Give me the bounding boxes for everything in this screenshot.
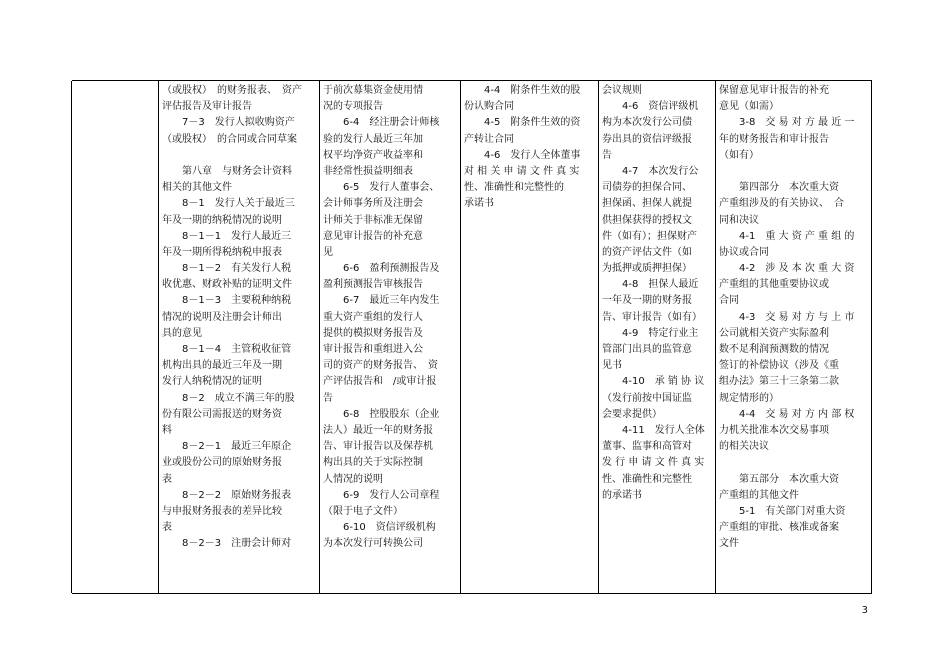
text-line: 相关的其他文件	[162, 182, 232, 194]
page-number: 3	[861, 605, 868, 616]
text-line: 4-11 发行人全体	[602, 424, 705, 436]
text-line	[162, 148, 316, 164]
text-line: 司债券的担保合同、	[602, 182, 692, 194]
text-line: 6-10 资信评级机构	[323, 522, 436, 534]
text-line: 承诺书	[464, 198, 494, 210]
text-line: 提供的模拟财务报告及	[323, 327, 423, 339]
text-line: 权平均净资产收益率和	[323, 149, 423, 161]
text-line: 会要求提供）	[602, 408, 662, 420]
text-line: 8－1－4 主管税收征管	[162, 344, 292, 355]
column-divider	[460, 81, 461, 593]
text-line: 8－1 发行人关于最近三	[162, 198, 295, 210]
text-line: 保留意见审计报告的补充	[719, 85, 829, 96]
text-line: 4-5 附条件生效的资	[464, 117, 581, 129]
text-line: 6-7 最近三年内发生	[323, 295, 440, 307]
text-line	[719, 455, 869, 471]
text-line: 为抵押或质押担保）	[602, 263, 692, 275]
text-line: 4-6 资信评级机	[602, 101, 699, 113]
text-line: （或股权） 的财务报表、 资产	[162, 85, 302, 96]
text-line: 料	[162, 424, 172, 436]
table-column-4	[464, 83, 595, 593]
text-line: 见	[323, 246, 333, 258]
text-line: 4-2 涉 及 本 次 重 大 资	[719, 263, 855, 275]
column-divider	[71, 81, 72, 593]
table-column-6	[719, 83, 869, 593]
text-line: 年及一期的纳税情况的说明	[162, 214, 282, 226]
column-divider	[598, 81, 599, 593]
text-line: 司的资产的财务报告、 资	[323, 360, 438, 372]
text-line: 协议或合同	[719, 246, 769, 258]
text-line: 4-6 发行人全体董事	[464, 149, 581, 161]
text-line: 盈利预测报告审核报告	[323, 279, 423, 291]
text-line: 意见（如需）	[719, 101, 779, 113]
text-line: 4-4 交 易 对 方 内 部 权	[719, 408, 855, 420]
text-line: 的承诺书	[602, 489, 642, 501]
text-line: 发行人纳税情况的证明	[162, 376, 262, 388]
text-line: 8－1－1 发行人最近三	[162, 230, 292, 242]
text-line: 年及一期所得税纳税申报表	[162, 246, 282, 258]
text-line: 4-7 本次发行公	[602, 165, 699, 177]
text-line: 4-4 附条件生效的股	[464, 85, 581, 96]
text-line: 对 相 关 申 请 文 件 真 实	[464, 165, 580, 177]
text-line: 人情况的说明	[323, 473, 383, 485]
text-line: 8－1－3 主要税种纳税	[162, 295, 292, 307]
text-line: 管部门出具的监管意	[602, 344, 692, 355]
text-line: 年的财务报告和审计报告	[719, 133, 829, 145]
text-line: 与申报财务报表的差异比较	[162, 505, 282, 517]
text-line: 产重组涉及的有关协议、 合	[719, 198, 844, 210]
text-line: 公司就相关资产实际盈利	[719, 327, 829, 339]
text-line: 8－2－1 最近三年原企	[162, 441, 292, 453]
text-line: 5-1 有关部门对重大资	[719, 505, 846, 517]
text-line: 业或股份公司的原始财务报	[162, 457, 282, 469]
text-line: 非经常性损益明细表	[323, 165, 413, 177]
text-line: 6-8 控股股东（企业	[323, 408, 440, 420]
text-line: 发 行 申 请 文 件 真 实	[602, 457, 705, 469]
text-line: 性、准确性和完整性	[602, 473, 692, 485]
text-line: 规定情形的）	[719, 392, 779, 404]
text-line: 于前次募集资金使用情	[323, 85, 423, 96]
column-divider	[715, 81, 716, 593]
text-line: 构为本次发行公司债	[602, 117, 692, 129]
text-line: 份认购合同	[464, 101, 514, 113]
table-column-3	[323, 83, 457, 593]
text-line: 4-1 重 大 资 产 重 组 的	[719, 230, 855, 242]
document-table	[72, 80, 872, 594]
text-line: 3-8 交 易 对 方 最 近 一	[719, 117, 855, 129]
text-line: 性、准确性和完整性的	[464, 182, 564, 194]
text-line: 4-8 担保人最近	[602, 279, 699, 291]
text-line: 8－2－2 原始财务报表	[162, 489, 292, 501]
text-line: 4-9 特定行业主	[602, 327, 699, 339]
text-line: 会议规则	[602, 85, 642, 96]
text-line: （如有）	[719, 149, 759, 161]
text-line: 第八章 与财务会计资料	[162, 165, 292, 177]
text-line: 产评估报告和 /或审计报	[323, 376, 437, 388]
text-line: 6-5 发行人董事会、	[323, 182, 440, 194]
column-divider	[871, 81, 872, 593]
text-line: 券出具的资信评级报	[602, 133, 692, 145]
text-line: 构出具的关于实际控制	[323, 457, 423, 469]
text-line: 告、审计报告（如有）	[602, 311, 702, 323]
text-line: 同和决议	[719, 214, 759, 226]
text-line: 会计师事务所及注册会	[323, 198, 423, 210]
text-line: （发行前按中国证监	[602, 392, 692, 404]
text-line: （限于电子文件）	[323, 505, 403, 517]
text-line: 表	[162, 522, 172, 534]
text-line: 4-10 承 销 协 议	[602, 376, 705, 388]
text-line: 告	[323, 392, 333, 404]
text-line: （或股权） 的合同或合同草案	[162, 133, 297, 145]
text-line: 董事、监事和高管对	[602, 441, 692, 453]
text-line: 具的意见	[162, 327, 202, 339]
text-line: 机构出具的最近三年及一期	[162, 360, 282, 372]
text-line: 况的专项报告	[323, 101, 383, 113]
text-line: 的资产评估文件（如	[602, 246, 692, 258]
text-line: 的相关决议	[719, 441, 769, 453]
text-line: 表	[162, 473, 172, 485]
text-line: 供担保获得的授权文	[602, 214, 692, 226]
text-line: 第四部分 本次重大资	[719, 182, 839, 194]
text-line: 法人）最近一年的财务报	[323, 424, 433, 436]
text-line: 审计报告和重组进入公	[323, 344, 423, 355]
text-line: 一年及一期的财务报	[602, 295, 692, 307]
text-line: 告	[602, 149, 612, 161]
text-line: 文件	[719, 538, 739, 550]
column-divider	[319, 81, 320, 593]
text-line: 担保函、担保人就提	[602, 198, 692, 210]
text-line: 力机关批准本次交易事项	[719, 424, 829, 436]
text-line: 告、审计报告以及保荐机	[323, 441, 433, 453]
text-line: 合同	[719, 295, 739, 307]
column-divider	[158, 81, 159, 593]
text-line: 收优惠、财政补贴的证明文件	[162, 279, 292, 291]
text-line: 8－1－2 有关发行人税	[162, 263, 292, 275]
text-line: 数不足利润预测数的情况	[719, 344, 829, 355]
text-line	[719, 164, 869, 180]
text-line: 产重组的其他文件	[719, 489, 799, 501]
table-column-2	[162, 83, 316, 593]
text-line: 4-3 交 易 对 方 与 上 市	[719, 311, 855, 323]
text-line: 见书	[602, 360, 622, 372]
text-line: 件（如有）；担保财产	[602, 230, 697, 242]
text-line: 产转让合同	[464, 133, 514, 145]
text-line: 8－2－3 注册会计师对	[162, 538, 292, 550]
table-column-5	[602, 83, 712, 593]
text-line: 为本次发行可转换公司	[323, 538, 423, 550]
text-line: 意见审计报告的补充意	[323, 230, 423, 242]
text-line: 计师关于非标准无保留	[323, 214, 423, 226]
text-line: 份有限公司需报送的财务资	[162, 408, 282, 420]
text-line: 产重组的审批、核准或备案	[719, 522, 839, 534]
text-line: 产重组的其他重要协议或	[719, 279, 829, 291]
text-line: 6-9 发行人公司章程	[323, 489, 440, 501]
text-line: 评估报告及审计报告	[162, 101, 252, 113]
text-line: 8－2 成立不满三年的股	[162, 392, 295, 404]
text-line: 第五部分 本次重大资	[719, 473, 839, 485]
text-line: 组办法》第三十三条第二款	[719, 376, 839, 388]
text-line: 验的发行人最近三年加	[323, 133, 423, 145]
text-line: 6-4 经注册会计师核	[323, 117, 440, 129]
text-line: 签订的补偿协议（涉及《重	[719, 360, 839, 372]
text-line: 重大资产重组的发行人	[323, 311, 423, 323]
text-line: 6-6 盈利预测报告及	[323, 263, 440, 275]
text-line: 7－3 发行人拟收购资产	[162, 117, 295, 129]
table-column-1	[74, 83, 156, 593]
text-line: 情况的说明及注册会计师出	[162, 311, 282, 323]
